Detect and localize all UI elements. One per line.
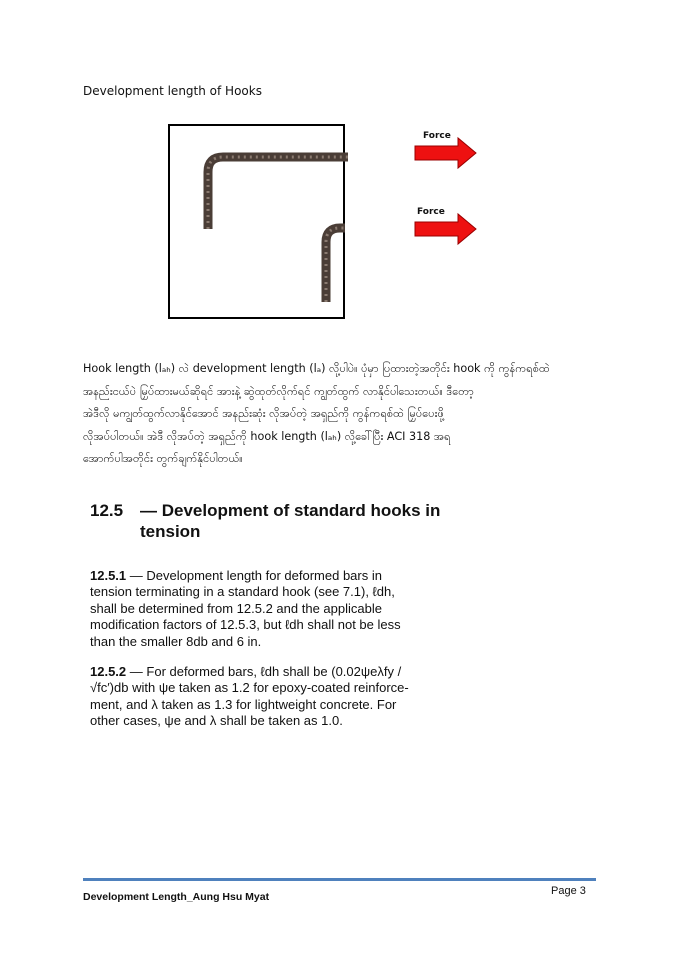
force-arrow-lower (415, 214, 476, 244)
body-paragraph (83, 358, 601, 471)
clause-line: shall be determined from 12.5.2 and the applicable (90, 600, 382, 616)
paragraph-line: အနည်းငယ်ပဲ မြှပ်ထားမယ်ဆိုရင် အားနဲ့ ဆွဲထုတ်လိုက်ရင် ကျွတ်ထွက် လာနိုင်ပါသေးတယ်။ ဒီတော့ (83, 384, 474, 398)
clause-line: — Development length for deformed bars in (129, 568, 382, 583)
hook-figure (168, 124, 488, 324)
paragraph-line: Hook length (lₐₕ) လဲ development length (lₐ) လို့ပါပဲ။ ပုံမှာ ပြထားတဲ့အတိုင်း hook ကို ကွန်ကရစ်ထဲ (83, 362, 550, 375)
upper-hook-rebar (208, 157, 348, 229)
force-label-lower: Force (417, 207, 445, 217)
aci-section-title (90, 500, 490, 542)
clause-line: √fc′)db with ψe taken as 1.2 for epoxy-coated reinforce- (90, 680, 409, 696)
clause-line: other cases, ψe and λ shall be taken as 1.0. (90, 713, 343, 729)
clause-line: than the smaller 8db and 6 in. (90, 633, 262, 649)
force-label-upper: Force (423, 131, 451, 141)
clause-line: modification factors of 12.5.3, but ℓdh shall not be less (90, 617, 401, 633)
paragraph-line: လိုအပ်ပါတယ်။ အဲဒီ လိုအပ်တဲ့ အရှည်ကို hook length (lₐₕ) လို့ခေါ်ပြီး ACI 318 အရ (83, 429, 451, 443)
paragraph-line: အဲဒီလို မကျွတ်ထွက်လာနိုင်အောင် အနည်းဆုံး လိုအပ်တဲ့ အရှည်ကို ကွန်ကရစ်ထဲ မြှပ်ပေးဖို့ (83, 407, 444, 421)
clause-number: 12.5.1 (90, 568, 127, 583)
clause-line: ment, and λ taken as 1.3 for lightweight concrete. For (90, 696, 397, 712)
clause-line: — For deformed bars, ℓdh shall be (0.02ψeλfy / (129, 664, 402, 679)
upper-hook-ribs (208, 157, 348, 229)
aci-section-number: 12.5 (90, 501, 124, 520)
aci-section-title-line2: tension (140, 522, 201, 541)
aci-clause-12-5-1 (90, 568, 442, 650)
page-number: Page 3 (551, 885, 586, 897)
clause-number: 12.5.2 (90, 664, 127, 679)
clause-line: tension terminating in a standard hook (see 7.1), ℓdh, (90, 584, 395, 600)
aci-section-title-line1: — Development of standard hooks in (140, 501, 441, 520)
page-heading: Development length of Hooks (83, 84, 262, 98)
paragraph-line: အောက်ပါအတိုင်း တွက်ချက်နိုင်ပါတယ်။ (83, 452, 243, 466)
lower-hook-rebar (326, 228, 345, 302)
footer-title: Development Length_Aung Hsu Myat (83, 891, 270, 903)
footer-rule (83, 878, 596, 881)
force-arrow-upper (415, 138, 476, 168)
aci-clause-12-5-2 (90, 664, 442, 730)
